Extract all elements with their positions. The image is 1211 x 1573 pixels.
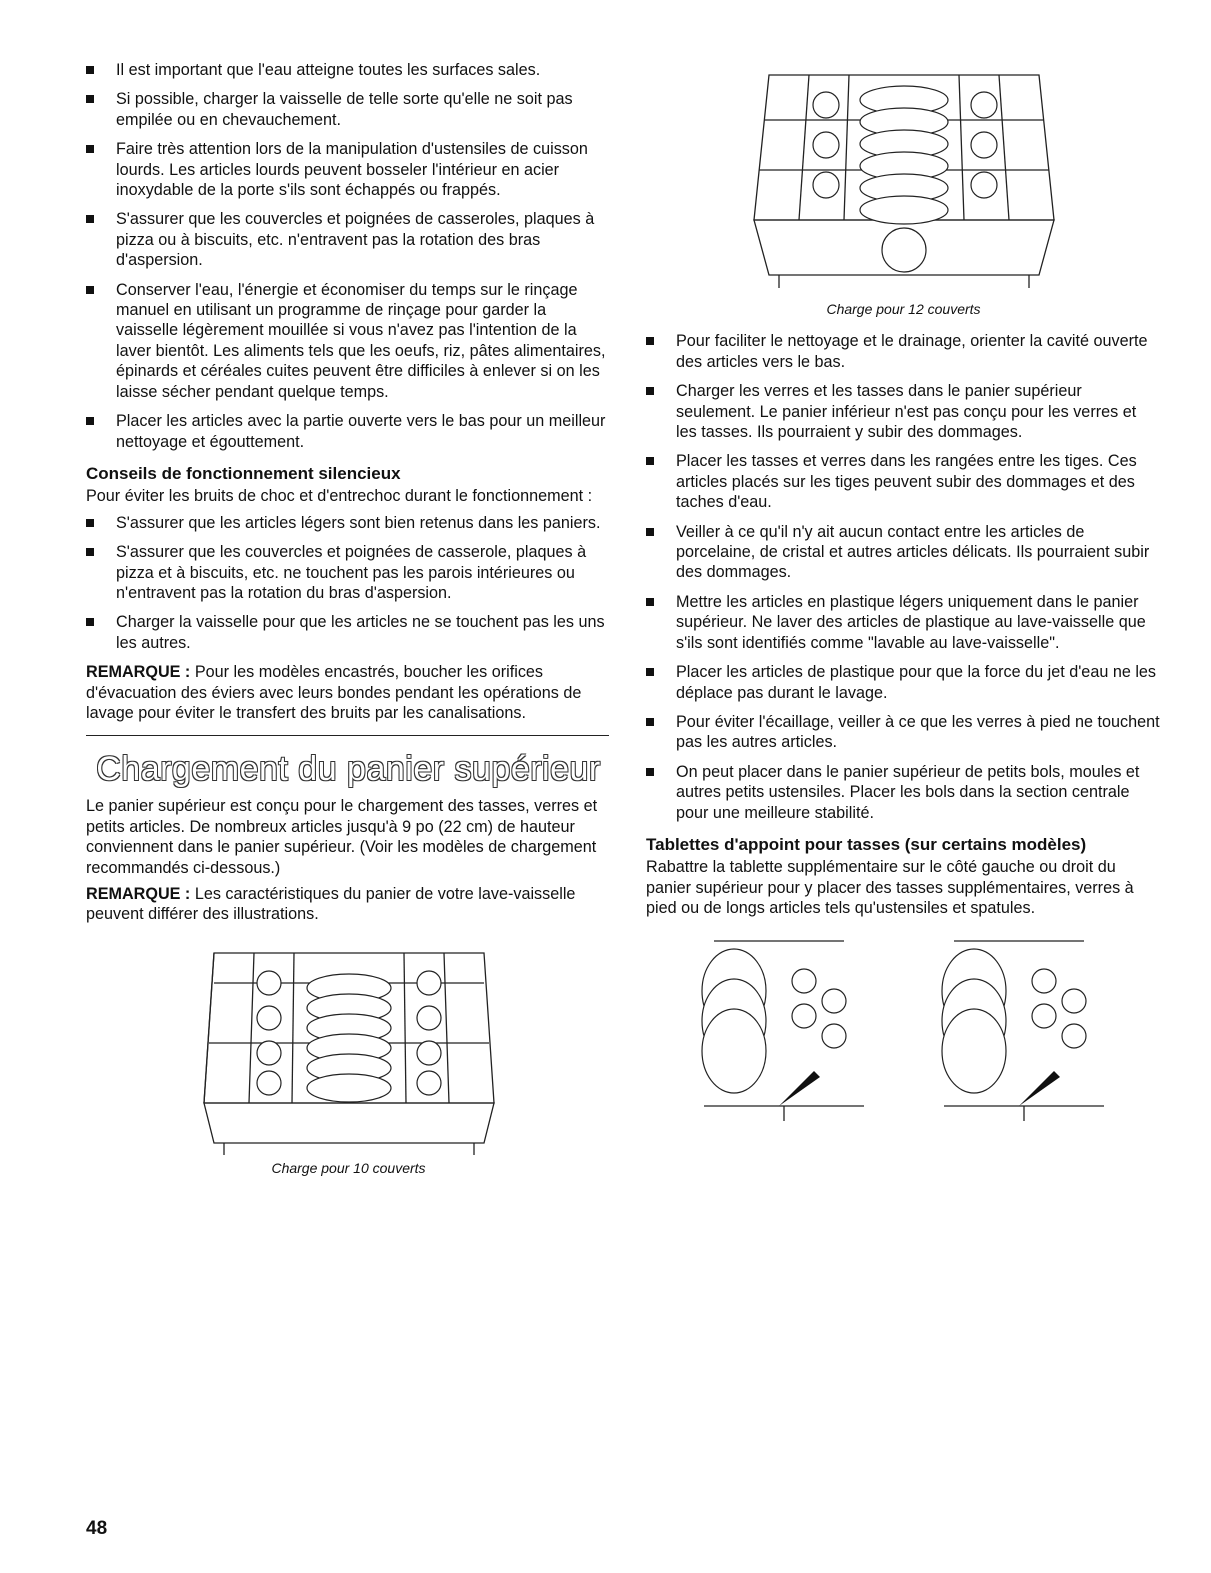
figure-caption-12: Charge pour 12 couverts <box>826 301 981 317</box>
list-item: S'assurer que les articles légers sont bien retenus dans les paniers. <box>86 513 611 533</box>
rack-illustration-10-settings <box>194 943 504 1158</box>
list-item: Faire très attention lors de la manipulation d'ustensiles de cuisson lourds. Les articles lourds peuvent bosseler l'intérieur en acier inoxydable de la porte s'ils sont échappés ou frappés. <box>86 139 611 200</box>
cup-shelf-left-illustration <box>694 931 874 1131</box>
list-item: Placer les articles de plastique pour que la force du jet d'eau ne les déplace pas durant le lavage. <box>646 662 1161 703</box>
page-number: 48 <box>86 1518 108 1539</box>
quiet-tips-list <box>86 513 611 653</box>
list-item: Conserver l'eau, l'énergie et économiser du temps sur le rinçage manuel en utilisant un programme de rinçage pour garder la vaisselle légèrement mouillée si vous n'avez pas l'intention de la laver bientôt. Les aliments tels que les oeufs, riz, pâtes alimentaires, épinards et céréales cuites peuvent être difficiles à enlever si on les laisse sécher pendant quelque temps. <box>86 280 611 402</box>
rack-illustration-12-settings <box>744 70 1064 295</box>
cup-shelf-illustrations <box>694 931 1114 1131</box>
right-column <box>646 70 1161 1131</box>
quiet-operation-heading: Conseils de fonctionnement silencieux <box>86 463 401 483</box>
upper-rack-tips-list <box>646 331 1161 823</box>
note-text: Pour les modèles encastrés, boucher les orifices d'évacuation des éviers avec leurs bondes pendant les opérations de lavage pour éviter le transfert des bruits par les canalisations. <box>86 663 582 722</box>
section-title: Chargement du panier supérieur <box>96 750 601 789</box>
list-item: Pour éviter l'écaillage, veiller à ce que les verres à pied ne touchent pas les autres articles. <box>646 712 1161 753</box>
cup-shelves-heading: Tablettes d'appoint pour tasses (sur certains modèles) <box>646 834 1087 854</box>
list-item: Si possible, charger la vaisselle de telle sorte qu'elle ne soit pas empilée ou en chevauchement. <box>86 89 611 130</box>
list-item: Mettre les articles en plastique légers uniquement dans le panier supérieur. Ne laver des articles de plastique au lave-vaisselle que s'ils sont identifiés comme "lavable au lave-vaisselle". <box>646 592 1161 653</box>
note-text: Les caractéristiques du panier de votre lave-vaisselle peuvent différer des illustrations. <box>86 885 576 924</box>
left-column <box>86 60 611 1178</box>
list-item: Veiller à ce qu'il n'y ait aucun contact entre les articles de porcelaine, de cristal et autres articles délicats. Ils pourraient subir des dommages. <box>646 522 1161 583</box>
list-item: S'assurer que les couvercles et poignées de casserole, plaques à pizza et à biscuits, etc. ne touchent pas les parois intérieures ou n'entravent pas la rotation du bras d'aspersion. <box>86 542 611 603</box>
cup-shelf-right-illustration <box>934 931 1114 1131</box>
list-item: Placer les articles avec la partie ouverte vers le bas pour un meilleur nettoyage et égouttement. <box>86 411 611 452</box>
figure-caption-10: Charge pour 10 couverts <box>271 1159 426 1176</box>
list-item: Placer les tasses et verres dans les rangées entre les tiges. Ces articles placés sur les tiges peuvent subir des dommages et des taches d'eau. <box>646 451 1161 512</box>
section-divider <box>86 735 609 736</box>
note-label: REMARQUE : <box>86 663 191 682</box>
section-intro: Le panier supérieur est conçu pour le chargement des tasses, verres et petits articles. De nombreux articles jusqu'à 9 po (22 cm) de hauteur conviennent dans le panier supérieur. (Voir les modèles de chargement recommandés ci-dessous.) <box>86 797 598 877</box>
list-item: Il est important que l'eau atteigne toutes les surfaces sales. <box>86 60 611 80</box>
list-item: Charger la vaisselle pour que les articles ne se touchent pas les uns les autres. <box>86 612 611 653</box>
loading-tips-list <box>86 60 611 452</box>
list-item: S'assurer que les couvercles et poignées de casseroles, plaques à pizza ou à biscuits, etc. n'entravent pas la rotation des bras d'aspersion. <box>86 209 611 270</box>
note-label: REMARQUE : <box>86 885 191 903</box>
note-rack-features <box>86 884 611 925</box>
note-built-in-models <box>86 662 611 723</box>
list-item: On peut placer dans le panier supérieur de petits bols, moules et autres petits ustensiles. Placer les bols dans la section centrale pour une meilleure stabilité. <box>646 762 1161 823</box>
list-item: Charger les verres et les tasses dans le panier supérieur seulement. Le panier inférieur n'est pas conçu pour les verres et les tasses. Ils pourraient y subir des dommages. <box>646 381 1161 442</box>
list-item: Pour faciliter le nettoyage et le drainage, orienter la cavité ouverte des articles vers le bas. <box>646 331 1161 372</box>
cup-shelves-text: Rabattre la tablette supplémentaire sur le côté gauche ou droit du panier supérieur pour y placer des tasses supplémentaires, verres à pied ou de longs articles tels qu'ustensiles et spatules. <box>646 858 1134 918</box>
quiet-operation-intro: Pour éviter les bruits de choc et d'entrechoc durant le fonctionnement : <box>86 487 593 506</box>
